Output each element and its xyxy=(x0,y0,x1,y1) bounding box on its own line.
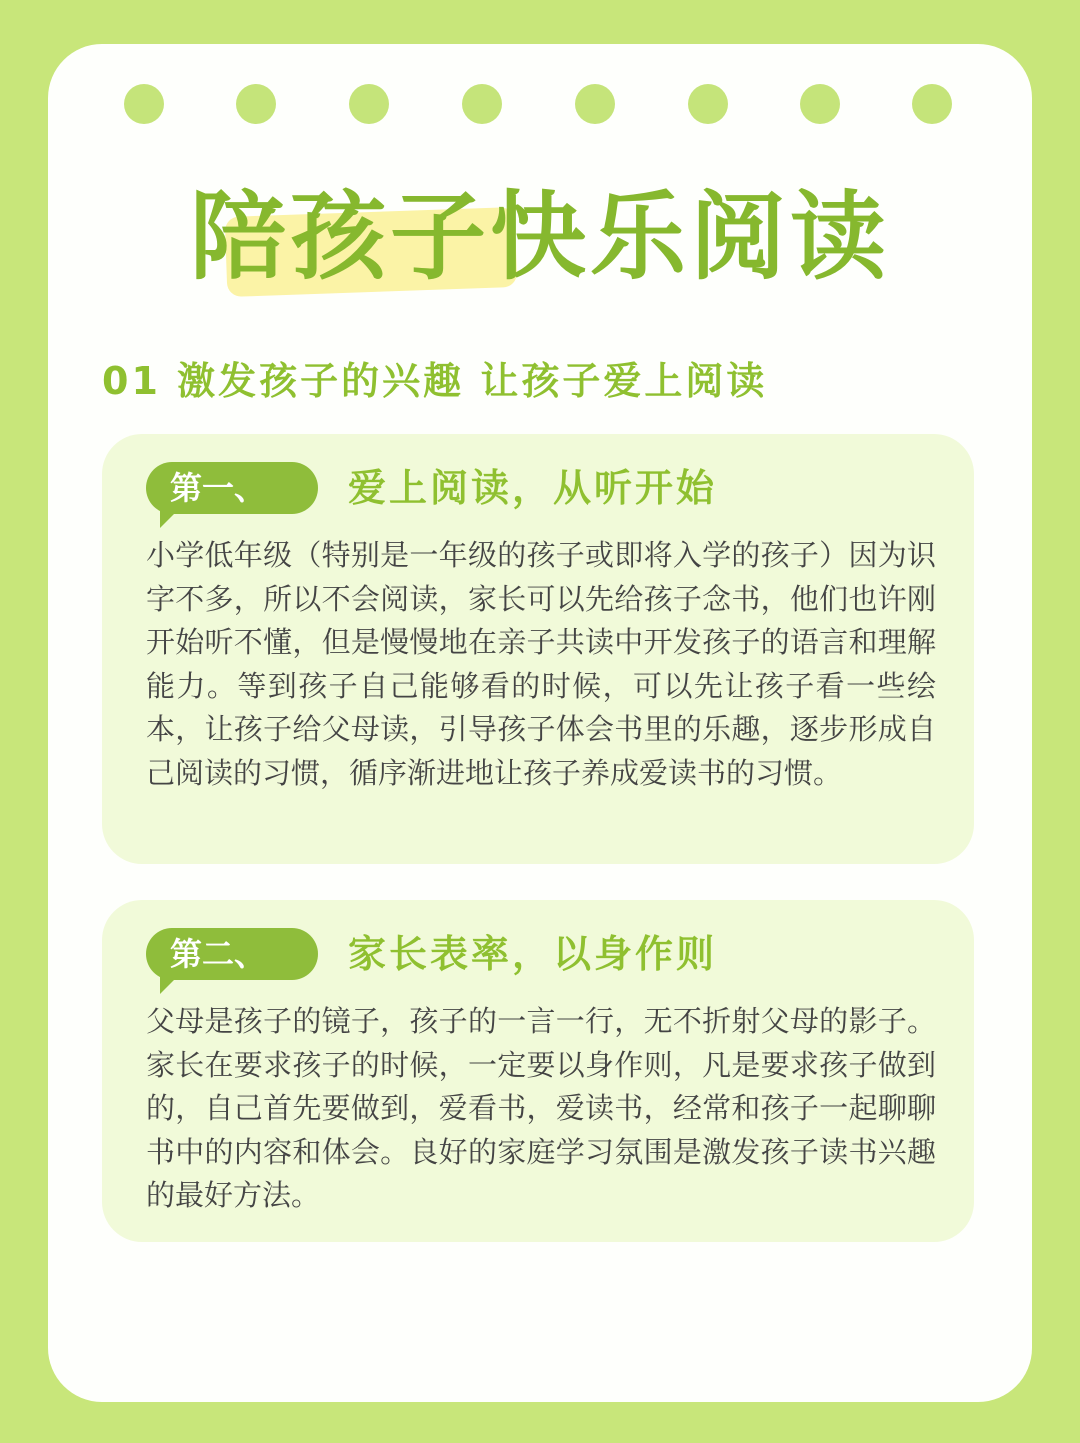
tip-body: 父母是孩子的镜子，孩子的一言一行，无不折射父母的影子。家长在要求孩子的时候，一定要以身作则，凡是要求孩子做到的，自己首先要做到，爱看书，爱读书，经常和孩子一起聊聊书中的内容和体会。良好的家庭学习氛围是激发孩子读书兴趣的最好方法。 xyxy=(146,1004,936,1212)
tip-tag-label: 第二、 xyxy=(170,935,267,973)
binder-dot xyxy=(800,84,840,124)
binder-dot xyxy=(349,84,389,124)
tip-card-1 xyxy=(102,434,974,864)
page-title: 陪孩子快乐阅读 xyxy=(190,181,890,293)
tip-title: 爱上阅读，从听开始 xyxy=(348,466,718,510)
tip-card-2 xyxy=(102,900,974,1242)
binder-dot xyxy=(236,84,276,124)
tip-tag xyxy=(146,462,318,514)
binder-dots xyxy=(48,84,1032,124)
binder-dot xyxy=(912,84,952,124)
speech-bubble-tail-icon xyxy=(160,976,178,994)
tip-tag xyxy=(146,928,318,980)
notebook-page xyxy=(48,44,1032,1402)
speech-bubble-tail-icon xyxy=(160,510,178,528)
binder-dot xyxy=(124,84,164,124)
tip-body: 小学低年级（特别是一年级的孩子或即将入学的孩子）因为识字不多，所以不会阅读，家长可以先给孩子念书，他们也许刚开始听不懂，但是慢慢地在亲子共读中开发孩子的语言和理解能力。等到孩子自己能够看的时候，可以先让孩子看一些绘本，让孩子给父母读，引导孩子体会书里的乐趣，逐步形成自己阅读的习惯，循序渐进地让孩子养成爱读书的习惯。 xyxy=(146,538,936,790)
tip-title: 家长表率，以身作则 xyxy=(348,932,718,976)
section-heading: 01 激发孩子的兴趣 让孩子爱上阅读 xyxy=(102,359,768,403)
binder-dot xyxy=(575,84,615,124)
tip-tag-label: 第一、 xyxy=(170,469,267,507)
binder-dot xyxy=(688,84,728,124)
binder-dot xyxy=(462,84,502,124)
